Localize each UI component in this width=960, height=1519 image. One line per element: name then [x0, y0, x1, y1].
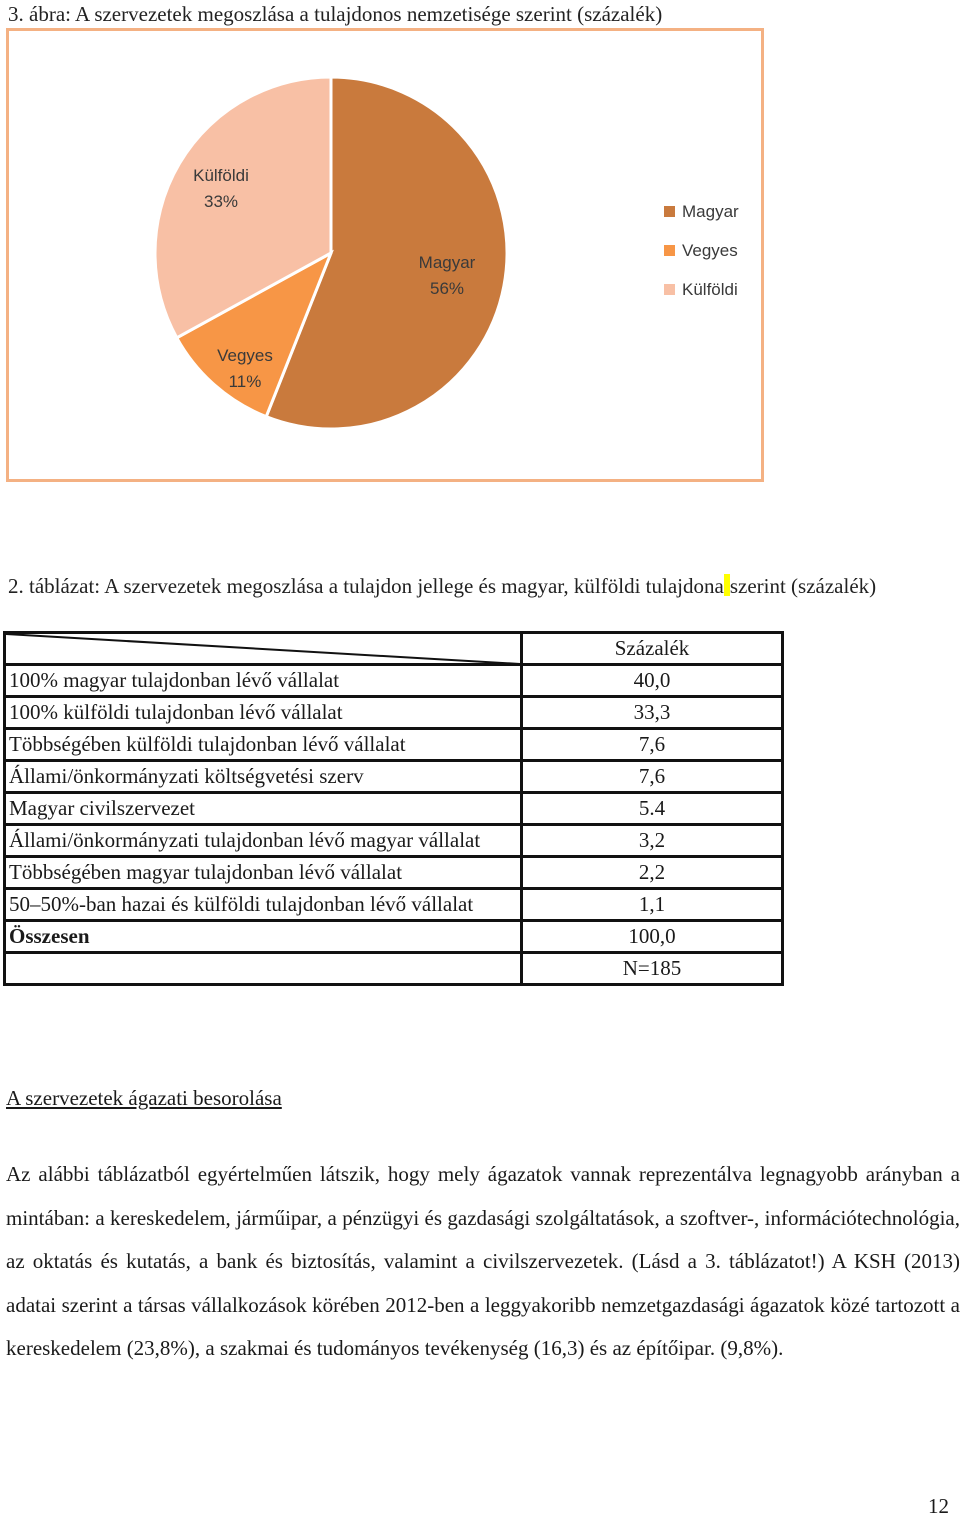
table-row-value: 7,6 [522, 761, 783, 793]
table-header-row [5, 633, 783, 665]
table-n-empty-cell [5, 953, 522, 985]
table-row-label: 100% külföldi tulajdonban lévő vállalat [5, 697, 522, 729]
table-n-row [5, 953, 783, 985]
legend-swatch [664, 206, 675, 217]
table-row-label: Állami/önkormányzati költségvetési szerv [5, 761, 522, 793]
table-row-value: 5.4 [522, 793, 783, 825]
slice-percent-label: 33% [203, 192, 239, 211]
table-total-label: Összesen [5, 921, 522, 953]
table-row [5, 697, 783, 729]
legend-entry-label: Vegyes [682, 241, 738, 260]
figure-caption: 3. ábra: A szervezetek megoszlása a tulajdonos nemzetisége szerint (százalék) [8, 2, 663, 26]
table-row-label: 100% magyar tulajdonban lévő vállalat [5, 665, 522, 697]
table-n-value: N=185 [522, 953, 783, 985]
diagonal-line [6, 634, 520, 668]
slice-name-label: Magyar [418, 253, 476, 272]
table-row [5, 793, 783, 825]
table-row-label: Többségében külföldi tulajdonban lévő vállalat [5, 729, 522, 761]
table-row [5, 665, 783, 697]
table-row [5, 857, 783, 889]
legend-swatch [664, 245, 675, 256]
table-row-label: Állami/önkormányzati tulajdonban lévő magyar vállalat [5, 825, 522, 857]
table-header-empty-cell [5, 633, 522, 665]
table-row-label: Magyar civilszervezet [5, 793, 522, 825]
table-row [5, 761, 783, 793]
table-row-value: 33,3 [522, 697, 783, 729]
page-number: 12 [928, 1494, 949, 1518]
table-row-value: 7,6 [522, 729, 783, 761]
table-header-percent: Százalék [522, 633, 783, 665]
table-row-value: 40,0 [522, 665, 783, 697]
table-row [5, 825, 783, 857]
chart-frame [6, 28, 764, 482]
ownership-table [3, 631, 784, 986]
slice-name-label: Vegyes [217, 346, 273, 365]
legend-swatch [664, 284, 675, 295]
table-total-row [5, 921, 783, 953]
chart-legend [664, 202, 739, 299]
pie-chart [9, 31, 761, 479]
table-row-value: 1,1 [522, 889, 783, 921]
body-paragraph: Az alábbi táblázatból egyértelműen látszik, hogy mely ágazatok vannak reprezentálva legnagyobb arányban a mintában: a kereskedelem, járműipar, a pénzügyi és gazdasági szolgáltatások, a szoftver-, információtechnológia, az oktatás és kutatás, a bank és biztosítás, valamint a civilszervezetek. (Lásd a 3. táblázatot!) A KSH (2013) adatai szerint a társas vállalkozások körében 2012-ben a leggyakoribb nemzetgazdasági ágazatok közé tartozott a kereskedelem (23,8%), a szakmai és tudományos tevékenység (16,3) és az építőipar. (9,8%). [6, 1162, 960, 1360]
slice-name-label: Külföldi [193, 166, 249, 185]
table-body [5, 665, 783, 921]
section-title: A szervezetek ágazati besorolása [6, 1086, 282, 1110]
slice-percent-label: 56% [429, 279, 465, 298]
table-row-value: 2,2 [522, 857, 783, 889]
table-row-label: 50–50%-ban hazai és külföldi tulajdonban lévő vállalat [5, 889, 522, 921]
legend-entry-label: Magyar [682, 202, 739, 221]
slice-percent-label: 11% [228, 372, 262, 391]
table-row-label: Többségében magyar tulajdonban lévő vállalat [5, 857, 522, 889]
table-caption [8, 572, 958, 600]
table-total-value: 100,0 [522, 921, 783, 953]
table-row-value: 3,2 [522, 825, 783, 857]
table-row [5, 889, 783, 921]
table-row [5, 729, 783, 761]
legend-entry-label: Külföldi [682, 280, 738, 299]
table-caption-part1: 2. táblázat: A szervezetek megoszlása a tulajdon jellege és magyar, külföldi tulajdona [8, 574, 724, 598]
table-caption-part2: szerint (százalék) [729, 574, 877, 598]
